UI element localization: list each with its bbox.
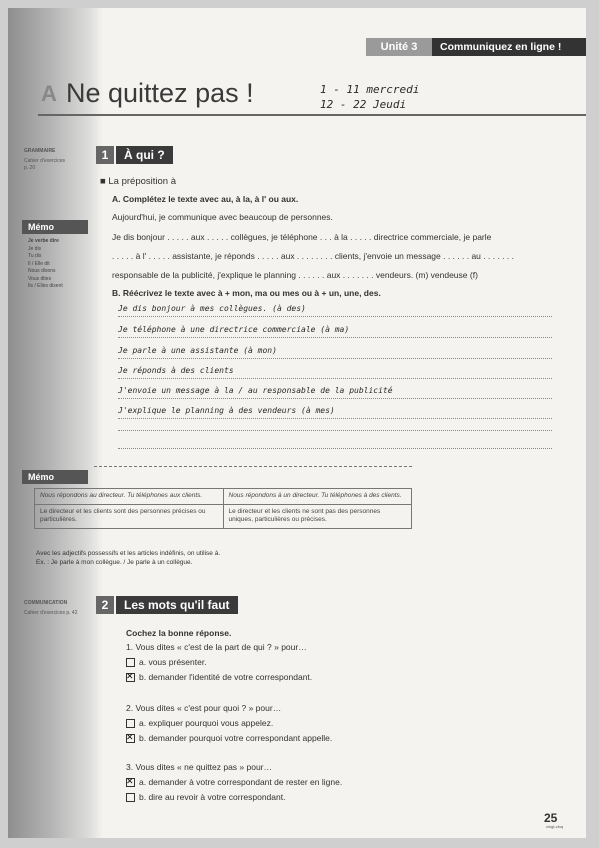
checkbox-checked[interactable] <box>126 673 135 682</box>
exercise-a-line: . . . . . à l' . . . . . assistante, je réponds . . . . . aux . . . . . . . . clients, j'envoie un message . . . . . . au . . . . . . . <box>112 251 514 261</box>
question-2: 2. Vous dites « c'est pour quoi ? » pour… <box>126 703 282 713</box>
unit-header <box>366 30 586 68</box>
empty-answer-line[interactable] <box>118 430 552 431</box>
option-label: b. demander l'identité de votre correspondant. <box>139 672 313 682</box>
checkbox[interactable] <box>126 719 135 728</box>
grammaire-ref-line: p. 20 <box>24 165 36 171</box>
option-1b[interactable] <box>126 672 312 683</box>
question-1: 1. Vous dites « c'est de la part de qui ? » pour… <box>126 642 307 652</box>
table-cell: Le directeur et les clients sont des personnes précises ou particulières. <box>35 504 224 528</box>
memo-verb-dire <box>28 238 63 291</box>
option-3b[interactable] <box>126 792 285 803</box>
table-cell: Nous répondons au directeur. Tu téléphones aux clients. <box>35 489 224 505</box>
handwritten-line: 1 - 11 mercredi <box>320 83 420 96</box>
memo-tag: Mémo <box>22 220 88 234</box>
memo-line: Ils / Elles disent <box>28 283 63 289</box>
memo-tag: Mémo <box>22 470 88 484</box>
answer-line[interactable]: Je parle à une assistante (à mon) <box>118 346 552 359</box>
answer-line[interactable]: Je dis bonjour à mes collègues. (à des) <box>118 304 552 317</box>
unit-label: Unité 3 <box>366 38 432 56</box>
exercise-a-line: responsable de la publicité, j'explique le planning . . . . . . aux . . . . . . . vendeurs. (m) vendeuse (f) <box>112 270 478 280</box>
empty-answer-line[interactable] <box>118 448 552 449</box>
option-label: a. expliquer pourquoi vous appelez. <box>139 718 274 728</box>
option-1a[interactable] <box>126 657 207 668</box>
memo-line: Il / Elle dit <box>28 260 50 267</box>
page-number: 25 <box>544 811 558 825</box>
memo-line: Je verbe dire <box>28 238 59 244</box>
table-cell: Nous répondons à un directeur. Tu téléphones à des clients. <box>223 489 412 505</box>
page-title: Ne quittez pas ! <box>66 78 254 108</box>
memo-line: Nous disons <box>28 268 56 274</box>
section-letter: A <box>41 81 57 106</box>
answer-line[interactable]: J'explique le planning à des vendeurs (à mes) <box>118 406 552 419</box>
workbook-page <box>8 8 586 838</box>
exercise-a-line: Aujourd'hui, je communique avec beaucoup de personnes. <box>112 212 333 222</box>
handwritten-line: 12 - 22 Jeudi <box>320 98 407 111</box>
option-label: a. demander à votre correspondant de rester en ligne. <box>139 777 343 787</box>
page-margin-shadow <box>8 8 103 838</box>
option-label: b. demander pourquoi votre correspondant appelle. <box>139 733 333 743</box>
option-2b[interactable] <box>126 733 332 744</box>
memo-line: Je dis <box>28 245 42 252</box>
exercise-a-instruction: A. Complétez le texte avec au, à la, à l' ou aux. <box>112 194 299 204</box>
exercise-b-instruction: B. Réécrivez le texte avec à + mon, ma ou mes ou à + un, une, des. <box>112 288 381 298</box>
handwritten-note <box>320 82 419 112</box>
memo-table <box>34 488 412 529</box>
option-3a[interactable] <box>126 777 342 788</box>
communication-label: COMMUNICATION <box>24 600 68 606</box>
table-row <box>35 489 412 505</box>
checkbox-checked[interactable] <box>126 734 135 743</box>
section-1-title: À qui ? <box>116 146 173 164</box>
option-label: a. vous présenter. <box>139 657 207 667</box>
section-2-instruction: Cochez la bonne réponse. <box>126 628 232 638</box>
option-label: b. dire au revoir à votre correspondant. <box>139 792 286 802</box>
checkbox[interactable] <box>126 658 135 667</box>
memo-note-line: Ex. : Je parle à mon collègue. / Je parle à un collègue. <box>36 559 193 566</box>
section-1-number: 1 <box>96 146 114 164</box>
answer-line[interactable]: J'envoie un message à la / au responsable de la publicité <box>118 386 552 399</box>
section-1-subtitle: ■ La préposition à <box>100 176 176 187</box>
memo-line: Tu dis <box>28 253 42 259</box>
answer-line[interactable]: Je réponds à des clients <box>118 366 552 379</box>
unit-title: Communiquez en ligne ! <box>432 38 586 56</box>
section-2-number: 2 <box>96 596 114 614</box>
communication-ref: Cahier d'exercices p. 42 <box>24 610 78 616</box>
memo-note <box>36 549 220 567</box>
memo-note-line: Avec les adjectifs possessifs et les articles indéfinis, on utilise à. <box>36 550 221 557</box>
option-2a[interactable] <box>126 718 273 729</box>
answer-line[interactable]: Je téléphone à une directrice commerciale (à ma) <box>118 325 552 338</box>
title-rule <box>38 114 586 116</box>
checkbox-checked[interactable] <box>126 778 135 787</box>
table-cell: Le directeur et les clients ne sont pas des personnes uniques, particulières ou précises. <box>223 504 412 528</box>
table-row <box>35 504 412 528</box>
grammaire-label: GRAMMAIRE <box>24 148 56 154</box>
subtitle-text: La préposition à <box>108 176 176 187</box>
exercise-a-line: Je dis bonjour . . . . . aux . . . . . collègues, je téléphone . . . à la . . . . . directrice commerciale, je parle <box>112 232 492 242</box>
section-2-title: Les mots qu'il faut <box>116 596 238 614</box>
page-number-words: vingt-cinq <box>546 824 564 829</box>
memo-divider <box>94 466 412 467</box>
question-3: 3. Vous dites « ne quittez pas » pour… <box>126 762 273 772</box>
checkbox[interactable] <box>126 793 135 802</box>
grammaire-ref <box>24 158 65 172</box>
grammaire-ref-line: Cahier d'exercices <box>24 158 65 164</box>
memo-line: Vous dites <box>28 275 52 282</box>
